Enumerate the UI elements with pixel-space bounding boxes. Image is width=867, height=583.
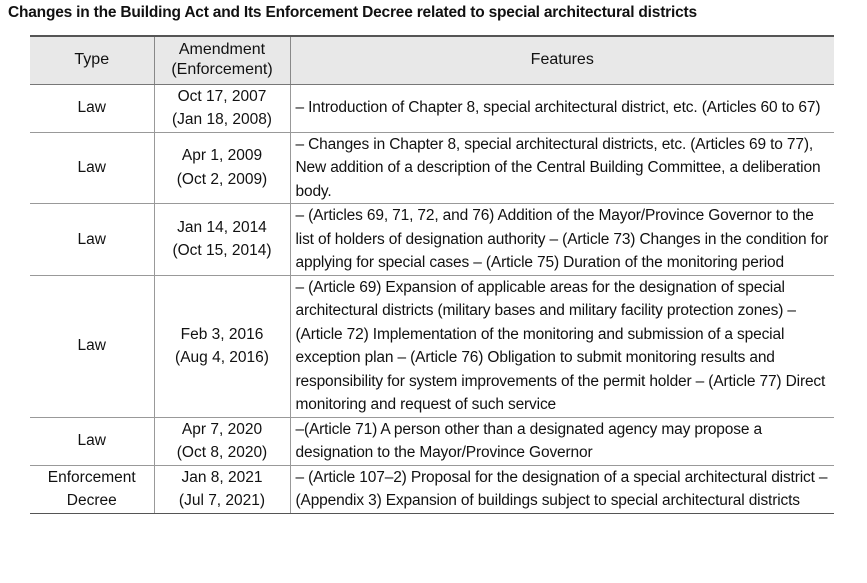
features-cell: – (Article 69) Expansion of applicable areas for the designation of special architectural districts (military bases and military facility protection zones) – (Article 72) Implementation of the monitoring and submission of a special exception plan – (Article 76) Obligation to submit monitoring results and responsibility for system improvements of the permit holder – (Article 77) Direct monitoring and request of such service [290, 275, 834, 417]
header-enforcement-label: (Enforcement) [171, 61, 273, 79]
type-cell: Law [30, 132, 154, 204]
type-cell: Law [30, 84, 154, 132]
header-features [290, 36, 834, 84]
header-row [30, 36, 834, 84]
type-cell: Enforcement Decree [30, 465, 154, 513]
features-cell: – (Articles 69, 71, 72, and 76) Addition of the Mayor/Province Governor to the list of holders of designation authority – (Article 73) Changes in the condition for applying for special cases – (Article 75) Duration of the monitoring period [290, 204, 834, 276]
table-row [30, 84, 834, 132]
features-cell: – (Article 107–2) Proposal for the designation of a special architectural district – (Appendix 3) Expansion of buildings subject to special architectural districts [290, 465, 834, 513]
table-row [30, 417, 834, 465]
enforcement-date: (Oct 2, 2009) [176, 170, 268, 188]
enforcement-date: (Aug 4, 2016) [175, 349, 269, 366]
amendment-cell [154, 465, 290, 513]
header-type [30, 36, 154, 84]
table-row [30, 132, 834, 204]
amendment-date: Jan 8, 2021 [181, 468, 263, 486]
amendments-table [30, 35, 834, 514]
enforcement-date: (Jan 18, 2008) [172, 111, 272, 128]
header-type-label: Type [74, 51, 110, 69]
type-cell: Law [30, 417, 154, 465]
amendment-date: Feb 3, 2016 [180, 325, 264, 343]
amendment-date: Apr 1, 2009 [181, 147, 263, 165]
amendment-cell [154, 84, 290, 132]
header-features-label: Features [530, 51, 594, 69]
features-cell: – Introduction of Chapter 8, special architectural district, etc. (Articles 60 to 67) [290, 84, 834, 132]
amendment-cell [154, 132, 290, 204]
features-cell: – Changes in Chapter 8, special architectural districts, etc. (Articles 69 to 77), New addition of a description of the Central Building Committee, a deliberation body. [290, 132, 834, 204]
enforcement-date: (Oct 15, 2014) [172, 242, 272, 260]
amendment-date: Apr 7, 2020 [181, 420, 263, 438]
enforcement-date: (Oct 8, 2020) [176, 444, 268, 461]
type-cell: Law [30, 204, 154, 276]
amendment-cell [154, 417, 290, 465]
features-cell: –(Article 71) A person other than a designated agency may propose a designation to the Mayor/Province Governor [290, 417, 834, 465]
header-amendment-label: Amendment [178, 41, 266, 59]
type-cell: Law [30, 275, 154, 417]
enforcement-date: (Jul 7, 2021) [178, 492, 266, 509]
table-header [30, 36, 834, 84]
amendment-date: Oct 17, 2007 [177, 87, 267, 105]
amendment-cell [154, 275, 290, 417]
table-row [30, 275, 834, 417]
table-row [30, 465, 834, 513]
table-caption: Changes in the Building Act and Its Enforcement Decree related to special architectural districts [8, 4, 697, 21]
amendment-date: Jan 14, 2014 [177, 218, 267, 236]
table-row [30, 204, 834, 276]
header-amendment [154, 36, 290, 84]
amendment-cell [154, 204, 290, 276]
